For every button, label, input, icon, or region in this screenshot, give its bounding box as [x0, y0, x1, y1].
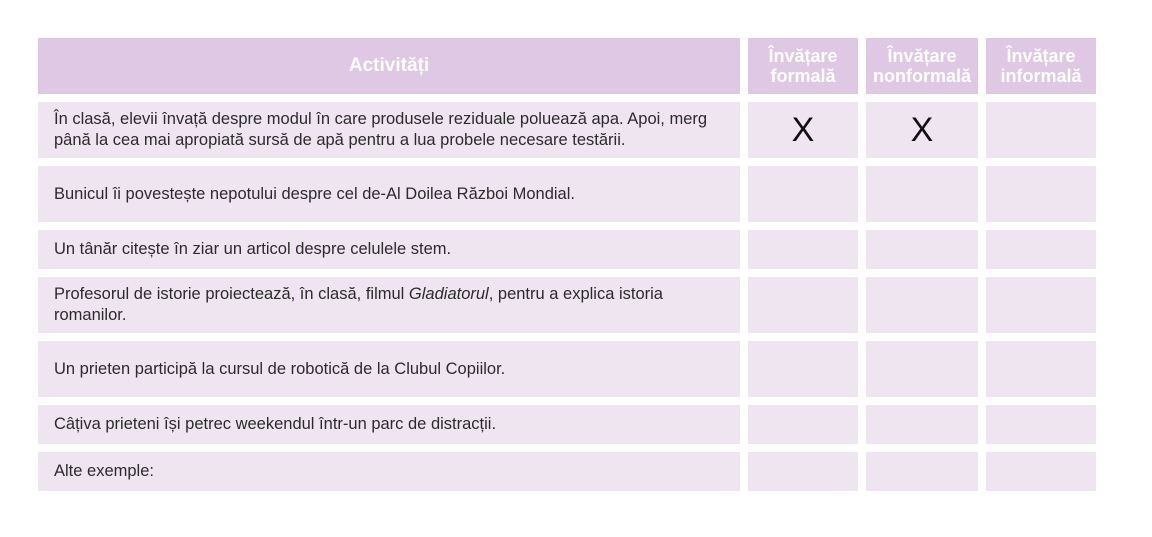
header-formal-learning: Învățare formală — [748, 38, 858, 94]
nonformal-check-cell[interactable] — [866, 341, 978, 397]
formal-check-cell[interactable] — [748, 452, 858, 491]
nonformal-check-cell[interactable]: X — [866, 102, 978, 158]
activity-cell: Câțiva prieteni își petrec weekendul într-un parc de distracții. — [38, 405, 740, 444]
header-nonformal-learning: Învățare nonformală — [866, 38, 978, 94]
learning-types-table — [38, 38, 1096, 491]
activity-cell — [38, 277, 740, 333]
nonformal-check-cell[interactable] — [866, 405, 978, 444]
header-informal-learning: Învățare informală — [986, 38, 1096, 94]
nonformal-check-cell[interactable] — [866, 452, 978, 491]
informal-check-cell[interactable] — [986, 277, 1096, 333]
activity-cell: Bunicul îi povestește nepotului despre cel de-Al Doilea Război Mondial. — [38, 166, 740, 222]
activity-cell: În clasă, elevii învață despre modul în care produsele reziduale poluează apa. Apoi, merg până la cea mai apropiată sursă de apă pentru a lua probele necesare testării. — [38, 102, 740, 158]
formal-check-cell[interactable] — [748, 166, 858, 222]
formal-check-cell[interactable] — [748, 341, 858, 397]
informal-check-cell[interactable] — [986, 405, 1096, 444]
film-title: Gladiatorul — [408, 285, 489, 303]
activity-cell: Un tânăr citește în ziar un articol despre celulele stem. — [38, 230, 740, 269]
activity-cell: Un prieten participă la cursul de robotică de la Clubul Copiilor. — [38, 341, 740, 397]
header-activities: Activități — [38, 38, 740, 94]
formal-check-cell[interactable] — [748, 405, 858, 444]
nonformal-check-cell[interactable] — [866, 277, 978, 333]
activity-cell: Alte exemple: — [38, 452, 740, 491]
formal-check-cell[interactable] — [748, 277, 858, 333]
informal-check-cell[interactable] — [986, 230, 1096, 269]
informal-check-cell[interactable] — [986, 452, 1096, 491]
activity-text — [54, 284, 730, 326]
activity-text-end: , pentru a explica istoria romanilor. — [54, 285, 663, 324]
activity-text-start: Profesorul de istorie proiectează, în clasă, filmul — [54, 285, 409, 303]
informal-check-cell[interactable] — [986, 102, 1096, 158]
informal-check-cell[interactable] — [986, 341, 1096, 397]
nonformal-check-cell[interactable] — [866, 166, 978, 222]
formal-check-cell[interactable]: X — [748, 102, 858, 158]
informal-check-cell[interactable] — [986, 166, 1096, 222]
nonformal-check-cell[interactable] — [866, 230, 978, 269]
formal-check-cell[interactable] — [748, 230, 858, 269]
